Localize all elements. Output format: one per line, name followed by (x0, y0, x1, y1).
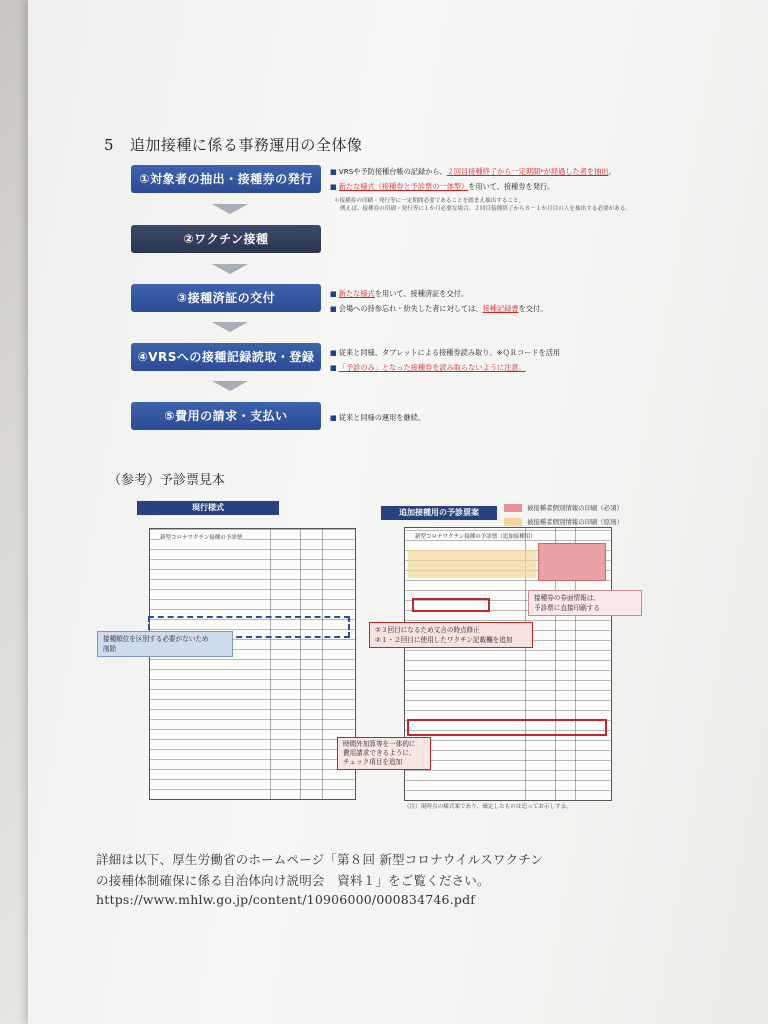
step-3-box: ③接種済証の交付 (131, 284, 321, 312)
section-title: 追加接種に係る事務運用の全体像 (129, 136, 363, 154)
down-arrow-icon (212, 264, 248, 274)
down-arrow-icon (212, 381, 248, 391)
section-number: 5 (104, 136, 115, 154)
step-1-box: ①対象者の抽出・接種券の発行 (131, 165, 321, 193)
legend-text-principle: 被接種者個別情報の印刷（原則） (527, 518, 623, 526)
voucher-print-callout: 接種券の券面情報は、 予診票に直接印刷する (528, 590, 642, 616)
reference-title: （参考）予診票見本 (108, 473, 226, 488)
wording-fix-callout: ②３回目になるため文言の時点修正 ②１・２回目に使用したワクチン記載欄を追加 (369, 622, 533, 648)
new-form-title: 新型コロナワクチン接種の予診票（追加接種用） (415, 534, 536, 540)
red-highlight-box-1 (412, 598, 490, 612)
step1-footnote-2: 例えば、接種券の印刷・発行等に１か月必要な場合、２回目接種終了から８－１か月目の人を抽出する必要がある。 (340, 206, 631, 212)
legend-swatch-required (504, 504, 522, 512)
red-highlight-box-2 (407, 719, 607, 736)
current-form-sample (149, 528, 356, 800)
step3-note-1: ■ 新たな様式を用いて、接種済証を交付。 (330, 289, 469, 298)
step-4-box: ④VRSへの接種記録読取・登録 (131, 343, 321, 371)
step3-note-2: ■ 会場への持参忘れ・紛失した者に対しては、接種記録書を交付。 (330, 304, 548, 313)
principle-print-area (408, 550, 536, 578)
billing-check-callout: 時間外加算等を一体的に 費用請求できるように、 チェック項目を追加 (337, 737, 431, 770)
footer-url[interactable]: https://www.mhlw.go.jp/content/10906000/000834746.pdf (96, 892, 476, 907)
current-form-label: 現行様式 (137, 501, 279, 515)
step1-note-2: ■ 新たな様式（接種券と予診票の一体型）を用いて、接種券を発行。 (330, 182, 555, 191)
step-2-box: ②ワクチン接種 (131, 225, 321, 253)
legend-swatch-principle (504, 518, 522, 526)
footer-line-2: の接種体制確保に係る自治体向け説明会 資料１」をご覧ください。 (96, 873, 490, 888)
step4-note-1: ■ 従来と同様、タブレットによる接種券読み取り。※ＱＲコードを活用 (330, 348, 561, 357)
legend-text-required: 被接種者個別情報の印刷（必須） (527, 504, 623, 512)
section-heading (104, 134, 362, 155)
required-print-area (538, 543, 606, 581)
step4-note-2: ■ 「予診のみ」となった接種券を読み取らないように注意。 (330, 363, 526, 372)
step1-footnote-1: ＊接種券の印刷・発行等に一定期間必要であることを踏まえ抽出すること。 (334, 198, 525, 204)
down-arrow-icon (212, 322, 248, 332)
footer-line-1: 詳細は以下、厚生労働省のホームページ「第８回 新型コロナウイルスワクチン (96, 852, 544, 867)
step1-note-1: ■ VRSや予防接種台帳の記録から、２回目接種終了から一定期間*が経過した者を抽出。 (330, 167, 616, 176)
new-form-label: 追加接種用の予診票案 (381, 506, 497, 520)
current-form-title: 新型コロナワクチン接種の予診票 (160, 535, 243, 541)
step5-note-1: ■ 従来と同様の運用を継続。 (330, 413, 426, 422)
new-form-footnote: （注）現時点の様式案であり、確定したものは追ってお示しする。 (404, 804, 572, 810)
down-arrow-icon (212, 204, 248, 214)
step-5-box: ⑤費用の請求・支払い (131, 402, 321, 430)
delete-priority-callout: 接種順位を区別する必要がないため 削除 (97, 631, 233, 657)
